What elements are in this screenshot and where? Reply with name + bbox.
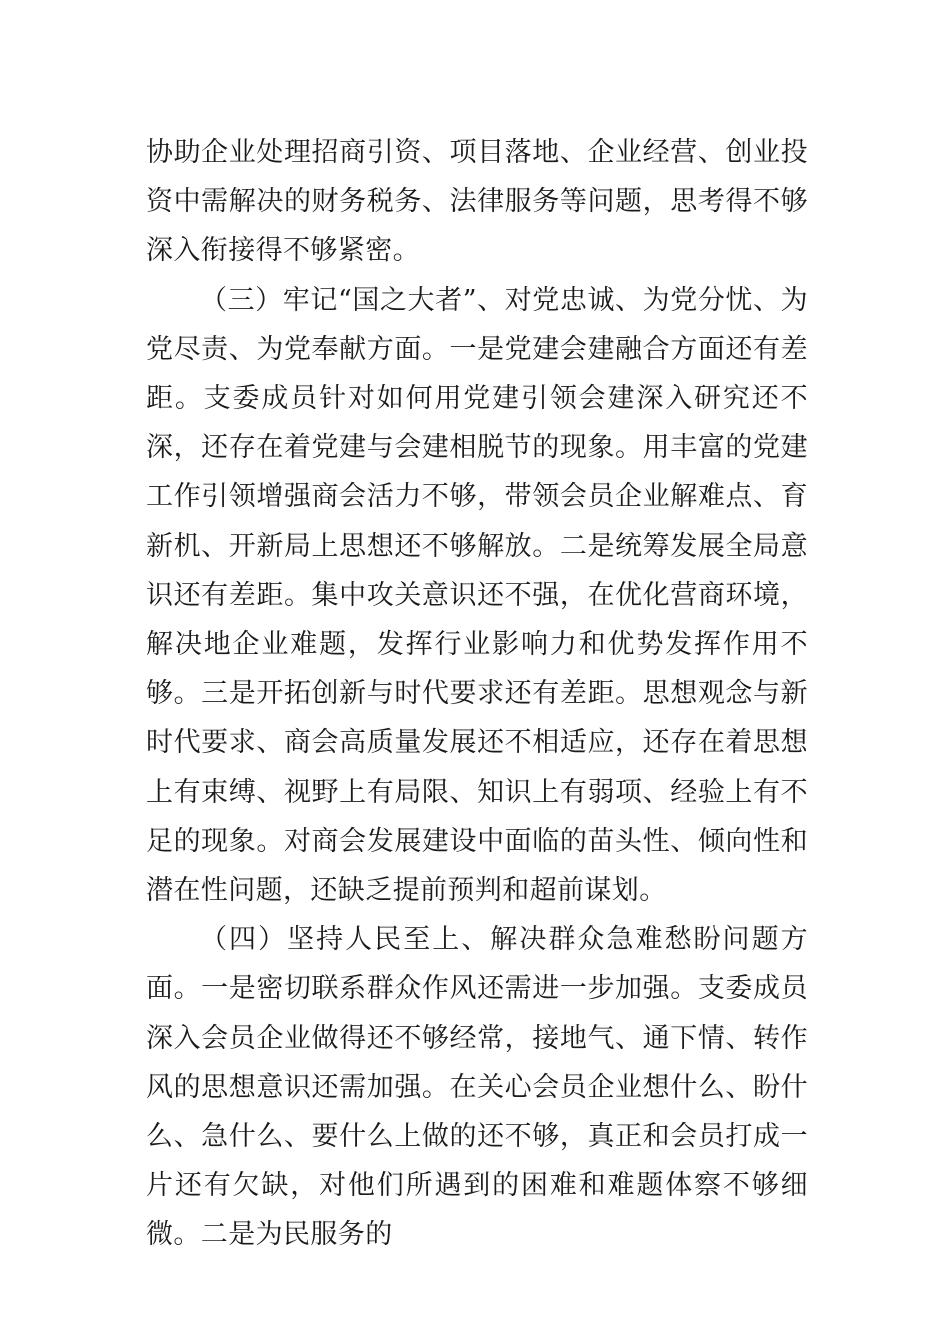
document-body xyxy=(146,128,808,1260)
paragraph-section-four: （四）坚持人民至上、解决群众急难愁盼问题方面。一是密切联系群众作风还需进一步加强。支委成员深入会员企业做得还不够经常，接地气、通下情、转作风的思想意识还需加强。在关心会员企业想什么、盼什么、急什么、要什么上做的还不够，真正和会员打成一片还有欠缺，对他们所遇到的困难和难题体察不够细微。二是为民服务的 xyxy=(146,924,808,1251)
paragraph-section-three: （三）牢记“国之大者”、对党忠诚、为党分忧、为党尽责、为党奉献方面。一是党建会建融合方面还有差距。支委成员针对如何用党建引领会建深入研究还不深，还存在着党建与会建相脱节的现象。用丰富的党建工作引领增强商会活力不够，带领会员企业解难点、育新机、开新局上思想还不够解放。二是统筹发展全局意识还有差距。集中攻关意识还不强，在优化营商环境，解决地企业难题，发挥行业影响力和优势发挥作用不够。三是开拓创新与时代要求还有差距。思想观念与新时代要求、商会高质量发展还不相适应，还存在着思想上有束缚、视野上有局限、知识上有弱项、经验上有不足的现象。对商会发展建设中面临的苗头性、倾向性和潜在性问题，还缺乏提前预判和超前谋划。 xyxy=(146,284,808,907)
paragraph-continued: 协助企业处理招商引资、项目落地、企业经营、创业投资中需解决的财务税务、法律服务等问题，思考得不够深入衔接得不够紧密。 xyxy=(146,137,808,267)
